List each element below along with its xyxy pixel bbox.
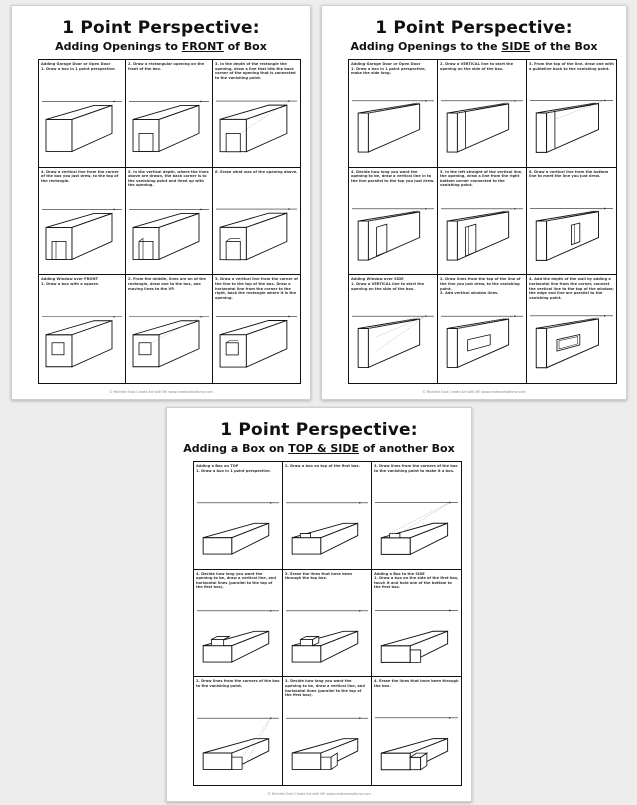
perspective-box-drawing-svg [375,704,458,782]
step-instruction: Adding Garage Door or Open Door 1. Draw a box in 1 point perspective. [41,62,116,71]
step-cell [372,570,461,678]
perspective-box-drawing [216,302,297,380]
step-cell [39,60,126,168]
steps-grid [38,59,301,384]
perspective-box-drawing-svg [286,489,368,566]
perspective-box-drawing-svg [42,302,122,380]
perspective-box-drawing [42,302,122,380]
step-instruction: Adding Window over SIDE 1. Draw a VERTICAL line to start the opening on the side of the box. [351,277,425,291]
worksheet-title: 1 Point Perspective: [375,18,573,38]
step-instruction: 5. Erase the lines that have been through the top box. [285,571,353,581]
perspective-box-drawing-svg [197,597,279,674]
step-instruction: 3. In the depth of the rectangle the opening, draw a line that hits the back corner of the opening that is connected to the vanishing point. [215,62,296,80]
perspective-box-drawing [129,302,209,380]
perspective-box-drawing-svg [197,489,279,566]
step-cell [126,275,213,383]
perspective-box-drawing-svg [42,195,122,272]
perspective-box-drawing-svg [129,195,209,272]
perspective-box-drawing [530,302,613,380]
perspective-box-drawing-svg [216,302,297,380]
step-instruction: 4. Decide how long you want the opening to be, draw a vertical line, and horizontal lines (parallel to the top of the first box). [196,571,276,590]
perspective-box-drawing [286,597,368,674]
perspective-box-drawing [197,489,279,566]
step-cell [438,275,527,383]
perspective-box-drawing-svg [530,87,613,164]
worksheet-box-on-box [166,407,472,802]
perspective-box-drawing [129,87,209,164]
perspective-box-drawing [129,195,209,272]
step-instruction: 2. Draw a VERTICAL line to start the opening on the side of the box. [440,62,514,71]
perspective-box-drawing-svg [441,302,523,380]
step-cell [349,60,438,168]
step-cell [39,275,126,383]
perspective-box-drawing [375,704,458,782]
perspective-box-drawing [375,489,458,566]
perspective-box-drawing-svg [441,87,523,164]
step-instruction: Adding a Box on TOP 1. Draw a box in 1 point perspective. [196,464,271,473]
step-instruction: 4. Draw a vertical line from the corner of the box you just drew, to the top of the rectangle. [41,169,119,183]
perspective-box-drawing [42,87,122,164]
step-instruction: 2. Draw lines from the top of the line of the line you just drew, to the vanishing point. 3. Add vertical window lines. [440,277,521,296]
perspective-box-drawing-svg [530,302,613,380]
worksheet-subtitle: Adding a Box on TOP & SIDE of another Box [183,442,455,455]
step-instruction: 3. Draw lines from the corners of the box to the vanishing point to make it a box. [374,464,458,473]
perspective-box-drawing [286,489,368,566]
worksheet-subtitle: Adding Openings to the SIDE of the Box [350,40,598,53]
perspective-box-drawing [530,195,613,272]
perspective-box-drawing [352,195,434,272]
copyright-footer: © Michelle East Create Art with ME www.createartwithme.com [109,390,213,394]
worksheet-side-openings [321,5,627,400]
step-instruction: 2. Draw lines from the corners of the box to the vanishing point. [196,679,280,688]
step-cell [349,275,438,383]
step-cell [527,275,616,383]
step-cell [349,168,438,276]
perspective-box-drawing [530,87,613,164]
perspective-box-drawing-svg [129,87,209,164]
step-cell [438,60,527,168]
step-instruction: 6. Erase what was of the opening above. [215,169,298,174]
step-instruction: 2. Draw a box on top of the first box. [285,464,360,468]
step-cell [372,677,461,785]
step-instruction: 4. Erase the lines that have been through the box. [374,679,459,688]
perspective-box-drawing [197,597,279,674]
step-instruction: Adding Window over FRONT 1. Draw a box with a square. [41,277,100,286]
step-cell [126,60,213,168]
perspective-box-drawing-svg [42,87,122,164]
worksheet-subtitle: Adding Openings to FRONT of Box [55,40,267,53]
steps-grid [193,461,462,786]
step-instruction: 2. From the middle, lines are on of the rectangle, draw one to the box, one moving lines to the VP. [128,277,206,291]
perspective-box-drawing-svg [352,87,434,164]
step-cell [194,462,283,570]
step-cell [527,60,616,168]
perspective-box-drawing-svg [216,87,297,164]
step-instruction: 5. In the vertical depth, where the lines above are drawn, the back corner is to the vanishing point and lined up with the opening. [128,169,209,188]
step-cell [213,168,300,276]
step-instruction: 5. In the left straight of the vertical line, the opening, draw a line from the right bottom corner connected to the vanishing point. [440,169,523,188]
step-cell [527,168,616,276]
perspective-box-drawing [441,302,523,380]
perspective-box-drawing-svg [375,597,458,674]
worksheet-title: 1 Point Perspective: [220,420,418,440]
perspective-box-drawing [197,704,279,782]
perspective-box-drawing [441,195,523,272]
step-cell [126,168,213,276]
perspective-box-drawing [216,195,297,272]
perspective-box-drawing-svg [441,195,523,272]
perspective-box-drawing-svg [352,302,434,380]
step-cell [213,60,300,168]
perspective-box-drawing-svg [197,704,279,782]
perspective-box-drawing [42,195,122,272]
perspective-box-drawing-svg [286,597,368,674]
step-cell [194,570,283,678]
step-instruction: 2. Draw a rectangular opening on the front of the box. [128,62,205,71]
perspective-box-drawing-svg [375,489,458,566]
perspective-box-drawing-svg [216,195,297,272]
step-instruction: 4. Add the depth of the wall by adding a horizontal line from the corner, connect the vertical line to the top of the window; the edge and line are parallel to the vanishing point. [529,277,614,300]
perspective-box-drawing [441,87,523,164]
copyright-footer: © Michelle East Create Art with ME www.createartwithme.com [267,792,371,796]
step-instruction: Adding Garage Door or Open Door 1. Draw a box in 1 point perspective, make the side long. [351,62,426,76]
perspective-box-drawing-svg [129,302,209,380]
steps-grid [348,59,617,384]
perspective-box-drawing-svg [286,704,368,782]
perspective-box-drawing [352,302,434,380]
step-cell [39,168,126,276]
step-instruction: Adding a Box to the SIDE 1. Draw a box on the side of the first box, touch it and hold one of the bottom to the first box. [374,571,459,590]
perspective-box-drawing [352,87,434,164]
step-cell [213,275,300,383]
step-cell [283,570,372,678]
step-cell [283,462,372,570]
step-cell [372,462,461,570]
perspective-box-drawing-svg [530,195,613,272]
perspective-box-drawing [286,704,368,782]
worksheet-title: 1 Point Perspective: [62,18,260,38]
step-instruction: 4. Decide how long you want the opening to be, draw a vertical line in to the line parallel to the top you just drew. [351,169,435,183]
step-instruction: 3. Draw a vertical line from the corner of the line to the top of the box. Draw a horizontal line from the corner to the right, back the rectangle where it is the opening. [215,277,298,300]
perspective-box-drawing-svg [352,195,434,272]
step-instruction: 6. Draw a vertical line from the bottom line to meet the line you just drew. [529,169,609,179]
step-cell [194,677,283,785]
step-instruction: 3. From the top of the line, draw one with a guideline back to the vanishing point. [529,62,614,71]
worksheet-front-openings [11,5,311,400]
perspective-box-drawing [216,87,297,164]
step-cell [283,677,372,785]
copyright-footer: © Michelle East Create Art with ME www.createartwithme.com [422,390,526,394]
step-instruction: 3. Decide how long you want the opening to be, draw a vertical line, and horizontal lines (parallel to the top of the first box). [285,679,365,698]
step-cell [438,168,527,276]
perspective-box-drawing [375,597,458,674]
